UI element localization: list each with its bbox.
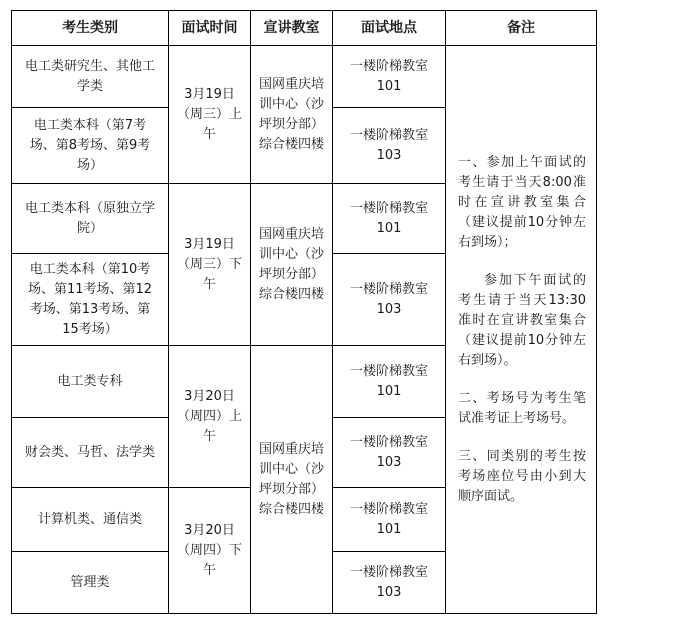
header-row: [12, 11, 597, 46]
header-classroom: 宣讲教室: [251, 11, 333, 46]
location-cell: [333, 184, 446, 254]
category-cell: 财会类、马哲、法学类: [12, 418, 169, 488]
location-text: 一楼阶梯教室103: [349, 434, 428, 470]
category-cell: 计算机类、通信类: [12, 488, 169, 552]
time-text: 3月19日（周三）下午: [176, 236, 242, 292]
location-text: 一楼阶梯教室101: [349, 58, 428, 94]
location-text: 一楼阶梯教室103: [349, 564, 428, 600]
classroom-cell: [251, 46, 333, 184]
time-text: 3月20日（周四）上午: [176, 388, 242, 444]
time-cell: [169, 488, 251, 614]
location-text: 一楼阶梯教室103: [349, 127, 428, 163]
classroom-text: 国网重庆培训中心（沙坪坝分部）综合楼四楼: [258, 76, 324, 152]
location-cell: [333, 108, 446, 184]
header-category: 考生类别: [12, 11, 169, 46]
time-text: 3月20日（周四）下午: [176, 522, 242, 578]
category-cell: 管理类: [12, 552, 169, 614]
location-cell: [333, 346, 446, 418]
table-row: [12, 46, 597, 108]
notes-cell: [446, 46, 597, 614]
location-text: 一楼阶梯教室101: [349, 200, 428, 236]
classroom-text: 国网重庆培训中心（沙坪坝分部）综合楼四楼: [258, 441, 324, 517]
classroom-text: 国网重庆培训中心（沙坪坝分部）综合楼四楼: [258, 226, 324, 302]
note-2: 参加下午面试的考生请于当天13:30准时在宣讲教室集合（建议提前10分钟左右到场）。: [458, 272, 586, 368]
location-text: 一楼阶梯教室101: [349, 501, 428, 537]
category-cell: 电工类本科（第7考场、第8考场、第9考场）: [12, 108, 169, 184]
location-cell: [333, 418, 446, 488]
location-text: 一楼阶梯教室103: [349, 281, 428, 317]
classroom-cell: [251, 346, 333, 614]
header-notes: 备注: [446, 11, 597, 46]
interview-schedule-table: [11, 10, 597, 614]
note-4: 三、同类别的考生按考场座位号由小到大顺序面试。: [458, 448, 586, 504]
classroom-cell: [251, 184, 333, 346]
category-cell: 电工类专科: [12, 346, 169, 418]
time-cell: [169, 46, 251, 184]
note-1: 一、参加上午面试的考生请于当天8:00准时在宣讲教室集合（建议提前10分钟左右到场）；: [458, 154, 586, 250]
time-text: 3月19日（周三）上午: [176, 86, 242, 142]
location-cell: [333, 254, 446, 346]
header-time: 面试时间: [169, 11, 251, 46]
location-cell: [333, 46, 446, 108]
category-cell: 电工类本科（第10考场、第11考场、第12考场、第13考场、第15考场）: [12, 254, 169, 346]
note-3: 二、考场号为考生笔试准考证上考场号。: [458, 390, 586, 426]
time-cell: [169, 346, 251, 488]
location-text: 一楼阶梯教室101: [349, 363, 428, 399]
time-cell: [169, 184, 251, 346]
category-cell: 电工类研究生、其他工学类: [12, 46, 169, 108]
location-cell: [333, 552, 446, 614]
location-cell: [333, 488, 446, 552]
header-location: 面试地点: [333, 11, 446, 46]
category-cell: 电工类本科（原独立学院）: [12, 184, 169, 254]
